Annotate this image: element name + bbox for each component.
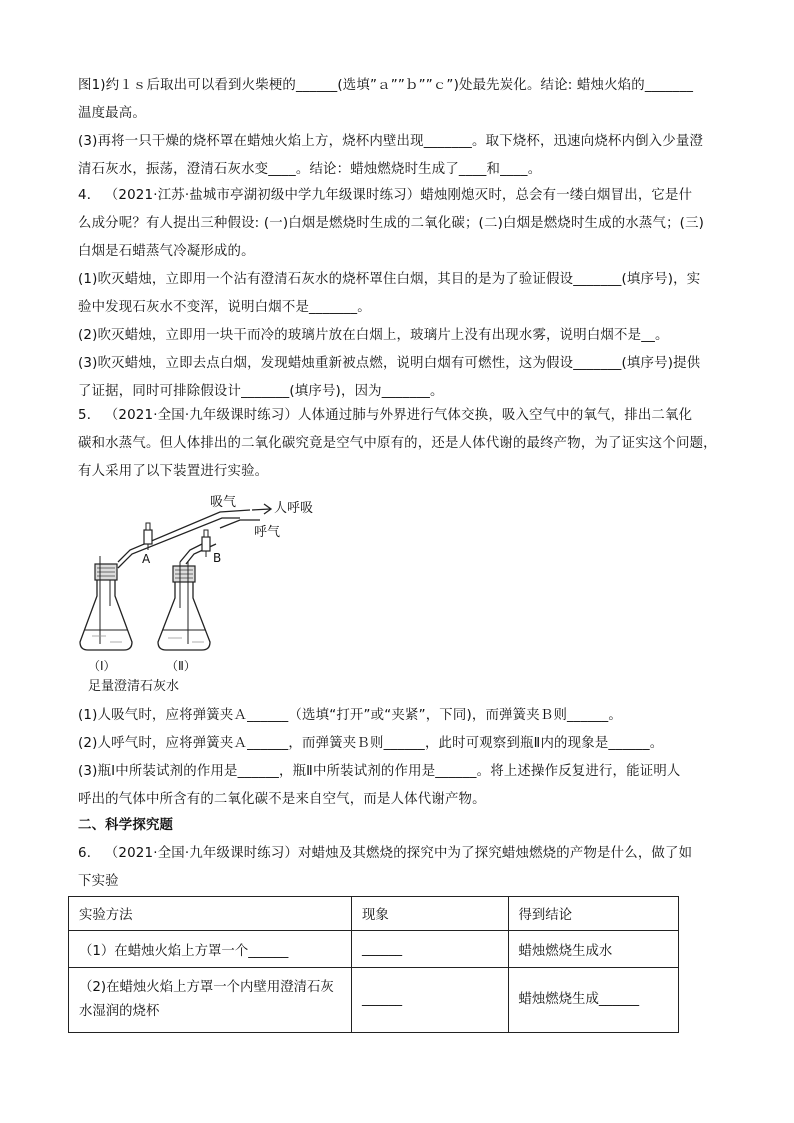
- table-row: [69, 968, 679, 1033]
- question-6: [78, 840, 720, 896]
- experiment-table: [68, 896, 679, 1033]
- sub-question-2: (2)吹灭蜡烛，立即用一块干而冷的玻璃片放在白烟上，玻璃片上没有出现水雾，说明白烟不是__。: [78, 328, 669, 343]
- cell-method-line: （2)在蜡烛火焰上方罩一个内壁用澄清石灰: [79, 980, 334, 995]
- sub-question-3: (3)吹灭蜡烛，立即去点白烟，发现蜡烛重新被点燃，说明白烟有可燃性，这为假设_______(填序号)提供: [78, 356, 701, 371]
- bottle-2-icon: [158, 562, 210, 650]
- q3-continuation: [78, 72, 720, 184]
- cell-method-line: 水湿润的烧杯: [79, 1004, 160, 1019]
- header-phenomenon: 现象: [351, 897, 508, 931]
- text-line: 下实验: [78, 874, 119, 889]
- sub-question-1: (1)人吸气时，应将弹簧夹Ａ______（选填“打开”或“夹紧”，下同)，而弹簧夹Ｂ则______。: [78, 708, 623, 723]
- text-line: 呼出的气体中所含有的二氧化碳不是来自空气，而是人体代谢产物。: [78, 792, 486, 807]
- text-line: (3)再将一只干燥的烧杯罩在蜡烛火焰上方，烧杯内壁出现_______。取下烧杯，迅速向烧杯内倒入少量澄: [78, 134, 704, 149]
- label-bottle-2: （Ⅱ）: [166, 659, 196, 673]
- label-inhale: 吸气: [210, 495, 237, 510]
- cell-phenomenon: ______: [351, 931, 508, 968]
- question-5-stem: 5． （2021·全国·九年级课时练习）人体通过肺与外界进行气体交换，吸入空气中的氧气，排出二氧化: [78, 408, 693, 423]
- section-title: 二、科学探究题: [78, 818, 174, 833]
- text-line: 碳和水蒸气。但人体排出的二氧化碳究竟是空气中原有的，还是人体代谢的最终产物，为了证实这个问题，: [78, 436, 717, 451]
- text-line: 有人采用了以下装置进行实验。: [78, 464, 269, 479]
- sub-question-1: (1)吹灭蜡烛，立即用一个沾有澄清石灰水的烧杯罩住白烟，其目的是为了验证假设_______(填序号)，实: [78, 272, 701, 287]
- text-line: 白烟是石蜡蒸气冷凝形成的。: [78, 244, 255, 259]
- cell-phenomenon: ______: [351, 968, 508, 1033]
- label-exhale: 呼气: [254, 525, 281, 540]
- label-clip-a: A: [142, 552, 151, 566]
- inhale-arrow: [252, 509, 270, 510]
- label-clip-b: B: [213, 551, 222, 565]
- figure-caption: 足量澄清石灰水: [88, 679, 180, 694]
- text-line: 验中发现石灰水不变浑，说明白烟不是_______。: [78, 300, 371, 315]
- question-4-stem: 4． （2021·江苏·盐城市亭湖初级中学九年级课时练习）蜡烛刚熄灭时，总会有一缕白烟冒出，它是什: [78, 188, 693, 203]
- clip-b-icon: [202, 530, 210, 557]
- sub-question-2: (2)人呼气时，应将弹簧夹Ａ______，而弹簧夹Ｂ则______，此时可观察到瓶Ⅱ内的现象是______。: [78, 736, 664, 751]
- text-line: 么成分呢？有人提出三种假设: (一)白烟是燃烧时生成的二氧化碳；(二)白烟是燃烧时生成的水蒸气；(三): [78, 216, 705, 231]
- text-line: 了证据，同时可排除假设计_______(填序号)，因为_______。: [78, 384, 444, 399]
- label-bottle-1: （Ⅰ）: [88, 659, 116, 673]
- text-line: 图1)约１ｓ后取出可以看到火柴梗的______(选填”ａ””ｂ””ｃ”)处最先炭化。结论: 蜡烛火焰的_______: [78, 78, 694, 93]
- cell-method: [69, 968, 352, 1033]
- text-line: 清石灰水，振荡，澄清石灰水变____。结论：蜡烛燃烧时生成了____和____。: [78, 162, 542, 177]
- breathing-apparatus-figure: [70, 492, 330, 694]
- cell-conclusion: 蜡烛燃烧生成水: [508, 931, 679, 968]
- question-4: [78, 182, 720, 406]
- cell-method: （1）在蜡烛火焰上方罩一个______: [69, 931, 352, 968]
- cell-conclusion: 蜡烛燃烧生成______: [508, 968, 679, 1033]
- bottle-1-icon: [80, 556, 132, 650]
- text-line: 温度最高。: [78, 106, 146, 121]
- sub-question-3: (3)瓶Ⅰ中所装试剂的作用是______，瓶Ⅱ中所装试剂的作用是______。将上述操作反复进行，能证明人: [78, 764, 681, 779]
- question-5-subquestions: [78, 702, 720, 814]
- question-5: [78, 402, 720, 486]
- question-6-stem: 6． （2021·全国·九年级课时练习）对蜡烛及其燃烧的探究中为了探究蜡烛燃烧的产物是什么，做了如: [78, 846, 693, 861]
- label-person-breath: 人呼吸: [274, 501, 314, 516]
- table-row: [69, 931, 679, 968]
- header-conclusion: 得到结论: [508, 897, 679, 931]
- header-method: 实验方法: [69, 897, 352, 931]
- table-header-row: [69, 897, 679, 931]
